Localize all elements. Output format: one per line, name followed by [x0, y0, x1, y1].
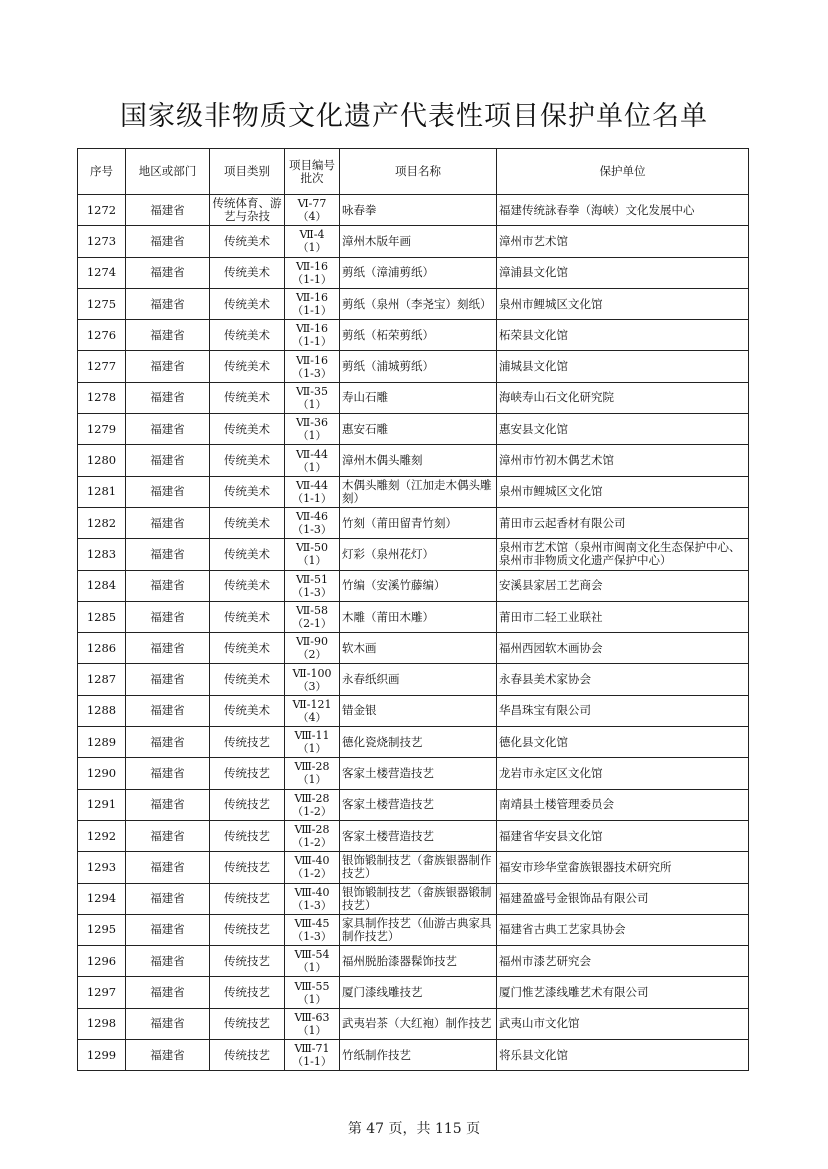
- row-category: 传统美术: [210, 570, 285, 601]
- row-protection-unit: 福安市珍华堂畲族银器技术研究所: [497, 852, 749, 883]
- row-number: 1272: [78, 195, 126, 226]
- row-number: 1277: [78, 351, 126, 382]
- row-number: 1294: [78, 883, 126, 914]
- row-protection-unit: 泉州市鲤城区文化馆: [497, 288, 749, 319]
- row-protection-unit: 福建省华安县文化馆: [497, 820, 749, 851]
- header-unit: 保护单位: [497, 149, 749, 195]
- row-category: 传统美术: [210, 226, 285, 257]
- table-row: [78, 570, 749, 601]
- row-category: 传统技艺: [210, 977, 285, 1008]
- row-region: 福建省: [126, 351, 210, 382]
- table-row: [78, 946, 749, 977]
- table-row: [78, 852, 749, 883]
- page-footer: 第 47 页，共 115 页: [347, 1121, 481, 1137]
- row-protection-unit: 福建盈盛号金银饰品有限公司: [497, 883, 749, 914]
- row-number: 1280: [78, 445, 126, 476]
- row-category: 传统技艺: [210, 914, 285, 945]
- row-number: 1297: [78, 977, 126, 1008]
- row-project-name: 家具制作技艺（仙游古典家具制作技艺）: [340, 914, 497, 945]
- row-project-name: 木偶头雕刻（江加走木偶头雕刻）: [340, 476, 497, 507]
- row-code: Ⅶ-46 （1-3）: [285, 507, 340, 538]
- row-category: 传统技艺: [210, 758, 285, 789]
- row-code: Ⅶ-44 （1）: [285, 445, 340, 476]
- row-code: Ⅶ-35 （1）: [285, 382, 340, 413]
- protection-unit-table: [77, 148, 749, 1071]
- row-number: 1284: [78, 570, 126, 601]
- table-row: [78, 507, 749, 538]
- row-code: Ⅶ-16 （1-1）: [285, 288, 340, 319]
- table-row: [78, 1008, 749, 1039]
- row-project-name: 客家土楼营造技艺: [340, 789, 497, 820]
- row-region: 福建省: [126, 382, 210, 413]
- table-row: [78, 445, 749, 476]
- table-row: [78, 977, 749, 1008]
- row-code: Ⅵ-77 （4）: [285, 195, 340, 226]
- row-protection-unit: 漳浦县文化馆: [497, 257, 749, 288]
- row-project-name: 木雕（莆田木雕）: [340, 601, 497, 632]
- row-category: 传统技艺: [210, 789, 285, 820]
- row-category: 传统美术: [210, 695, 285, 726]
- row-category: 传统美术: [210, 633, 285, 664]
- row-project-name: 竹刻（莆田留青竹刻）: [340, 507, 497, 538]
- row-region: 福建省: [126, 476, 210, 507]
- table-body: [78, 195, 749, 1071]
- row-project-name: 竹纸制作技艺: [340, 1040, 497, 1071]
- row-project-name: 福州脱胎漆器髹饰技艺: [340, 946, 497, 977]
- row-protection-unit: 泉州市艺术馆（泉州市闽南文化生态保护中心、泉州市非物质文化遗产保护中心）: [497, 539, 749, 570]
- row-region: 福建省: [126, 226, 210, 257]
- row-category: 传统美术: [210, 601, 285, 632]
- row-number: 1287: [78, 664, 126, 695]
- row-protection-unit: 南靖县土楼管理委员会: [497, 789, 749, 820]
- row-protection-unit: 莆田市云起香材有限公司: [497, 507, 749, 538]
- row-code: Ⅷ-63 （1）: [285, 1008, 340, 1039]
- row-region: 福建省: [126, 539, 210, 570]
- row-number: 1298: [78, 1008, 126, 1039]
- row-region: 福建省: [126, 789, 210, 820]
- table-row: [78, 382, 749, 413]
- row-project-name: 漳州木偶头雕刻: [340, 445, 497, 476]
- row-protection-unit: 将乐县文化馆: [497, 1040, 749, 1071]
- row-code: Ⅷ-55 （1）: [285, 977, 340, 1008]
- row-category: 传统技艺: [210, 946, 285, 977]
- row-number: 1285: [78, 601, 126, 632]
- row-protection-unit: 海峡寿山石文化研究院: [497, 382, 749, 413]
- row-project-name: 软木画: [340, 633, 497, 664]
- row-category: 传统美术: [210, 414, 285, 445]
- row-project-name: 银饰锻制技艺（畲族银器制作技艺）: [340, 852, 497, 883]
- table-row: [78, 414, 749, 445]
- row-code: Ⅶ-16 （1-3）: [285, 351, 340, 382]
- row-region: 福建省: [126, 257, 210, 288]
- row-project-name: 剪纸（柘荣剪纸）: [340, 320, 497, 351]
- row-protection-unit: 永春县美术家协会: [497, 664, 749, 695]
- row-protection-unit: 莆田市二轻工业联社: [497, 601, 749, 632]
- table-row: [78, 288, 749, 319]
- row-code: Ⅶ-121 （4）: [285, 695, 340, 726]
- row-code: Ⅶ-58 （2-1）: [285, 601, 340, 632]
- row-project-name: 漳州木版年画: [340, 226, 497, 257]
- row-number: 1293: [78, 852, 126, 883]
- row-project-name: 客家土楼营造技艺: [340, 820, 497, 851]
- row-project-name: 德化瓷烧制技艺: [340, 727, 497, 758]
- row-protection-unit: 福州市漆艺研究会: [497, 946, 749, 977]
- row-number: 1299: [78, 1040, 126, 1071]
- row-number: 1273: [78, 226, 126, 257]
- row-number: 1283: [78, 539, 126, 570]
- row-region: 福建省: [126, 507, 210, 538]
- header-name: 项目名称: [340, 149, 497, 195]
- row-code: Ⅷ-28 （1-2）: [285, 820, 340, 851]
- row-code: Ⅶ-36 （1）: [285, 414, 340, 445]
- row-project-name: 永春纸织画: [340, 664, 497, 695]
- row-project-name: 剪纸（泉州（李尧宝）刻纸）: [340, 288, 497, 319]
- row-region: 福建省: [126, 914, 210, 945]
- table-row: [78, 257, 749, 288]
- row-project-name: 咏春拳: [340, 195, 497, 226]
- row-protection-unit: 厦门惟艺漆线雕艺术有限公司: [497, 977, 749, 1008]
- row-category: 传统技艺: [210, 883, 285, 914]
- row-protection-unit: 龙岩市永定区文化馆: [497, 758, 749, 789]
- row-code: Ⅶ-16 （1-1）: [285, 320, 340, 351]
- row-number: 1289: [78, 727, 126, 758]
- row-project-name: 剪纸（浦城剪纸）: [340, 351, 497, 382]
- row-code: Ⅷ-40 （1-3）: [285, 883, 340, 914]
- header-category: 项目类别: [210, 149, 285, 195]
- row-protection-unit: 福州西园软木画协会: [497, 633, 749, 664]
- table-row: [78, 789, 749, 820]
- row-number: 1281: [78, 476, 126, 507]
- row-number: 1282: [78, 507, 126, 538]
- row-region: 福建省: [126, 570, 210, 601]
- row-region: 福建省: [126, 977, 210, 1008]
- row-protection-unit: 武夷山市文化馆: [497, 1008, 749, 1039]
- row-region: 福建省: [126, 288, 210, 319]
- table-row: [78, 695, 749, 726]
- row-code: Ⅶ-50 （1）: [285, 539, 340, 570]
- row-protection-unit: 泉州市鲤城区文化馆: [497, 476, 749, 507]
- row-code: Ⅷ-11 （1）: [285, 727, 340, 758]
- row-code: Ⅷ-40 （1-2）: [285, 852, 340, 883]
- row-protection-unit: 华昌珠宝有限公司: [497, 695, 749, 726]
- row-project-name: 错金银: [340, 695, 497, 726]
- row-region: 福建省: [126, 946, 210, 977]
- row-number: 1276: [78, 320, 126, 351]
- row-region: 福建省: [126, 758, 210, 789]
- row-region: 福建省: [126, 852, 210, 883]
- row-category: 传统美术: [210, 288, 285, 319]
- row-region: 福建省: [126, 195, 210, 226]
- row-category: 传统技艺: [210, 727, 285, 758]
- table-row: [78, 758, 749, 789]
- row-project-name: 灯彩（泉州花灯）: [340, 539, 497, 570]
- table-row: [78, 633, 749, 664]
- row-protection-unit: 柘荣县文化馆: [497, 320, 749, 351]
- row-code: Ⅶ-100 （3）: [285, 664, 340, 695]
- row-number: 1288: [78, 695, 126, 726]
- header-code: 项目编号批次: [285, 149, 340, 195]
- table-row: [78, 351, 749, 382]
- row-category: 传统美术: [210, 476, 285, 507]
- table-row: [78, 601, 749, 632]
- row-number: 1292: [78, 820, 126, 851]
- table-row: [78, 1040, 749, 1071]
- row-project-name: 竹编（安溪竹藤编）: [340, 570, 497, 601]
- row-number: 1275: [78, 288, 126, 319]
- row-number: 1274: [78, 257, 126, 288]
- row-category: 传统美术: [210, 320, 285, 351]
- page-title: 国家级非物质文化遗产代表性项目保护单位名单: [120, 101, 708, 132]
- row-category: 传统美术: [210, 507, 285, 538]
- row-protection-unit: 德化县文化馆: [497, 727, 749, 758]
- row-number: 1290: [78, 758, 126, 789]
- row-region: 福建省: [126, 883, 210, 914]
- row-code: Ⅶ-51 （1-3）: [285, 570, 340, 601]
- row-region: 福建省: [126, 727, 210, 758]
- table-row: [78, 820, 749, 851]
- row-code: Ⅷ-45 （1-3）: [285, 914, 340, 945]
- row-region: 福建省: [126, 320, 210, 351]
- header-no: 序号: [78, 149, 126, 195]
- row-code: Ⅶ-90 （2）: [285, 633, 340, 664]
- table-row: [78, 195, 749, 226]
- row-number: 1296: [78, 946, 126, 977]
- row-protection-unit: 漳州市竹初木偶艺术馆: [497, 445, 749, 476]
- row-project-name: 寿山石雕: [340, 382, 497, 413]
- row-region: 福建省: [126, 445, 210, 476]
- row-protection-unit: 福建传统詠春拳（海峡）文化发展中心: [497, 195, 749, 226]
- header-region: 地区或部门: [126, 149, 210, 195]
- table-row: [78, 226, 749, 257]
- row-category: 传统技艺: [210, 1008, 285, 1039]
- row-project-name: 厦门漆线雕技艺: [340, 977, 497, 1008]
- row-category: 传统技艺: [210, 820, 285, 851]
- row-protection-unit: 漳州市艺术馆: [497, 226, 749, 257]
- row-project-name: 惠安石雕: [340, 414, 497, 445]
- row-protection-unit: 惠安县文化馆: [497, 414, 749, 445]
- row-protection-unit: 安溪县家居工艺商会: [497, 570, 749, 601]
- row-project-name: 剪纸（漳浦剪纸）: [340, 257, 497, 288]
- row-category: 传统技艺: [210, 1040, 285, 1071]
- row-project-name: 武夷岩茶（大红袍）制作技艺: [340, 1008, 497, 1039]
- row-code: Ⅷ-28 （1）: [285, 758, 340, 789]
- row-region: 福建省: [126, 820, 210, 851]
- table-row: [78, 727, 749, 758]
- table-row: [78, 476, 749, 507]
- row-protection-unit: 浦城县文化馆: [497, 351, 749, 382]
- table-row: [78, 914, 749, 945]
- row-code: Ⅶ-44 （1-1）: [285, 476, 340, 507]
- row-number: 1286: [78, 633, 126, 664]
- row-category: 传统美术: [210, 382, 285, 413]
- row-category: 传统美术: [210, 664, 285, 695]
- row-region: 福建省: [126, 633, 210, 664]
- row-number: 1291: [78, 789, 126, 820]
- row-region: 福建省: [126, 695, 210, 726]
- row-code: Ⅷ-71 （1-1）: [285, 1040, 340, 1071]
- table-row: [78, 539, 749, 570]
- row-region: 福建省: [126, 664, 210, 695]
- row-project-name: 银饰锻制技艺（畲族银器锻制技艺）: [340, 883, 497, 914]
- table-header-row: [78, 149, 749, 195]
- row-category: 传统美术: [210, 257, 285, 288]
- row-region: 福建省: [126, 414, 210, 445]
- row-number: 1278: [78, 382, 126, 413]
- row-category: 传统技艺: [210, 852, 285, 883]
- table-row: [78, 320, 749, 351]
- row-code: Ⅷ-28 （1-2）: [285, 789, 340, 820]
- row-number: 1279: [78, 414, 126, 445]
- row-category: 传统美术: [210, 351, 285, 382]
- row-protection-unit: 福建省古典工艺家具协会: [497, 914, 749, 945]
- row-code: Ⅷ-54 （1）: [285, 946, 340, 977]
- row-category: 传统美术: [210, 539, 285, 570]
- table-row: [78, 664, 749, 695]
- row-region: 福建省: [126, 1040, 210, 1071]
- table-row: [78, 883, 749, 914]
- row-number: 1295: [78, 914, 126, 945]
- row-category: 传统体育、游艺与杂技: [210, 195, 285, 226]
- row-code: Ⅶ-4 （1）: [285, 226, 340, 257]
- row-code: Ⅶ-16 （1-1）: [285, 257, 340, 288]
- row-region: 福建省: [126, 601, 210, 632]
- row-category: 传统美术: [210, 445, 285, 476]
- row-project-name: 客家土楼营造技艺: [340, 758, 497, 789]
- row-region: 福建省: [126, 1008, 210, 1039]
